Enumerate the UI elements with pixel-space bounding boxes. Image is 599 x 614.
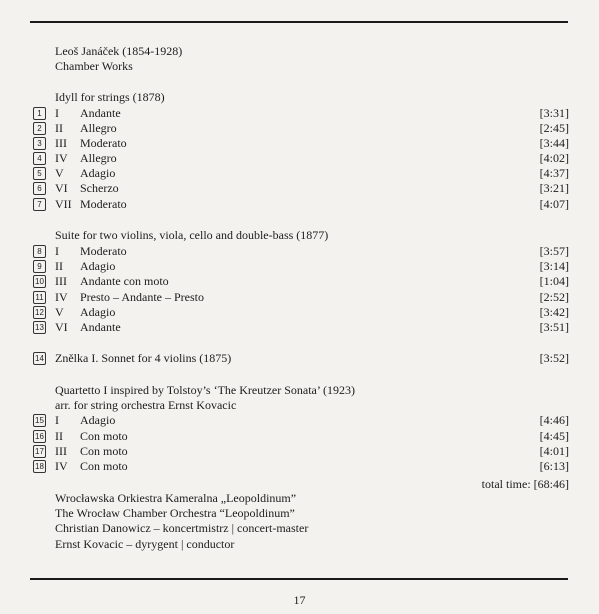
work-title: Quartetto I inspired by Tolstoy’s ‘The Kreutzer Sonata’ (1923) <box>55 383 355 397</box>
movement-title: Andante <box>80 106 121 120</box>
track-row[interactable] <box>0 459 599 474</box>
movement-title: Moderato <box>80 197 127 211</box>
track-row[interactable] <box>0 320 599 335</box>
track-number-badge: 12 <box>33 306 46 319</box>
movement-title: Adagio <box>80 259 116 273</box>
movement-title: Presto – Andante – Presto <box>80 290 204 304</box>
track-duration: [4:37] <box>539 166 569 180</box>
movement-numeral: I <box>55 413 59 427</box>
track-duration: [4:02] <box>539 151 569 165</box>
movement-title: Con moto <box>80 429 128 443</box>
track-row[interactable] <box>0 197 599 212</box>
track-number-badge: 5 <box>33 167 46 180</box>
movement-title: Allegro <box>80 151 117 165</box>
movement-title: Andante <box>80 320 121 334</box>
track-duration: [6:13] <box>539 459 569 473</box>
track-row[interactable] <box>0 290 599 305</box>
movement-numeral: IV <box>55 459 68 473</box>
track-row[interactable] <box>0 121 599 136</box>
movement-title: Adagio <box>80 166 116 180</box>
track-duration: [3:21] <box>539 181 569 195</box>
track-number-badge: 3 <box>33 137 46 150</box>
track-duration: [4:07] <box>539 197 569 211</box>
track-row[interactable] <box>0 106 599 121</box>
movement-numeral: I <box>55 244 59 258</box>
bottom-rule <box>30 578 568 580</box>
track-duration: [3:57] <box>539 244 569 258</box>
movement-numeral: V <box>55 166 64 180</box>
credit-line: Christian Danowicz – koncertmistrz | concert-master <box>55 521 309 535</box>
track-row[interactable] <box>0 305 599 320</box>
movement-numeral: VI <box>55 181 68 195</box>
track-duration: [4:01] <box>539 444 569 458</box>
movement-title: Con moto <box>80 444 128 458</box>
track-number-badge: 15 <box>33 414 46 427</box>
movement-numeral: III <box>55 274 67 288</box>
track-duration: [4:46] <box>539 413 569 427</box>
track-number-badge: 14 <box>33 352 46 365</box>
movement-numeral: IV <box>55 290 68 304</box>
track-row[interactable] <box>0 259 599 274</box>
track-row[interactable] <box>0 151 599 166</box>
movement-title: Scherzo <box>80 181 119 195</box>
movement-numeral: IV <box>55 151 68 165</box>
track-row[interactable] <box>0 166 599 181</box>
track-duration: [3:44] <box>539 136 569 150</box>
track-duration: [2:52] <box>539 290 569 304</box>
composer-heading: Leoš Janáček (1854-1928) <box>55 44 183 58</box>
track-row[interactable] <box>0 136 599 151</box>
page-number: 17 <box>293 593 306 607</box>
movement-numeral: I <box>55 106 59 120</box>
track-row[interactable] <box>0 429 599 444</box>
credit-line: The Wrocław Chamber Orchestra “Leopoldinum” <box>55 506 295 520</box>
movement-title: Adagio <box>80 305 116 319</box>
track-row[interactable] <box>0 351 599 366</box>
credit-line: Wrocławska Orkiestra Kameralna „Leopoldinum” <box>55 491 297 505</box>
album-title: Chamber Works <box>55 59 133 73</box>
movement-numeral: V <box>55 305 64 319</box>
track-duration: [3:51] <box>539 320 569 334</box>
track-duration: [3:14] <box>539 259 569 273</box>
credit-line: Ernst Kovacic – dyrygent | conductor <box>55 537 235 551</box>
track-number-badge: 18 <box>33 460 46 473</box>
track-number-badge: 16 <box>33 430 46 443</box>
movement-numeral: VI <box>55 320 68 334</box>
track-number-badge: 7 <box>33 198 46 211</box>
movement-numeral: III <box>55 136 67 150</box>
track-number-badge: 8 <box>33 245 46 258</box>
track-number-badge: 11 <box>33 291 46 304</box>
track-number-badge: 9 <box>33 260 46 273</box>
work-subtitle: arr. for string orchestra Ernst Kovacic <box>55 398 237 412</box>
track-number-badge: 10 <box>33 275 46 288</box>
track-duration: [3:42] <box>539 305 569 319</box>
movement-title: Con moto <box>80 459 128 473</box>
movement-numeral: VII <box>55 197 72 211</box>
movement-numeral: II <box>55 121 63 135</box>
movement-numeral: II <box>55 429 63 443</box>
work-title: Suite for two violins, viola, cello and double-bass (1877) <box>55 228 329 242</box>
movement-numeral: III <box>55 444 67 458</box>
track-row[interactable] <box>0 244 599 259</box>
track-duration: [2:45] <box>539 121 569 135</box>
movement-title: Moderato <box>80 244 127 258</box>
track-duration: [1:04] <box>539 274 569 288</box>
movement-numeral: II <box>55 259 63 273</box>
track-number-badge: 13 <box>33 321 46 334</box>
track-number-badge: 1 <box>33 107 46 120</box>
track-row[interactable] <box>0 444 599 459</box>
movement-title: Allegro <box>80 121 117 135</box>
track-duration: [3:52] <box>539 351 569 365</box>
track-row[interactable] <box>0 274 599 289</box>
top-rule <box>30 21 568 23</box>
movement-title: Adagio <box>80 413 116 427</box>
track-number-badge: 17 <box>33 445 46 458</box>
total-time: total time: [68:46] <box>481 477 569 491</box>
work-title: Znělka I. Sonnet for 4 violins (1875) <box>55 351 232 365</box>
track-duration: [3:31] <box>539 106 569 120</box>
work-title: Idyll for strings (1878) <box>55 90 165 104</box>
track-row[interactable] <box>0 413 599 428</box>
track-number-badge: 4 <box>33 152 46 165</box>
track-number-badge: 2 <box>33 122 46 135</box>
track-duration: [4:45] <box>539 429 569 443</box>
movement-title: Moderato <box>80 136 127 150</box>
track-row[interactable] <box>0 181 599 196</box>
movement-title: Andante con moto <box>80 274 169 288</box>
track-number-badge: 6 <box>33 182 46 195</box>
